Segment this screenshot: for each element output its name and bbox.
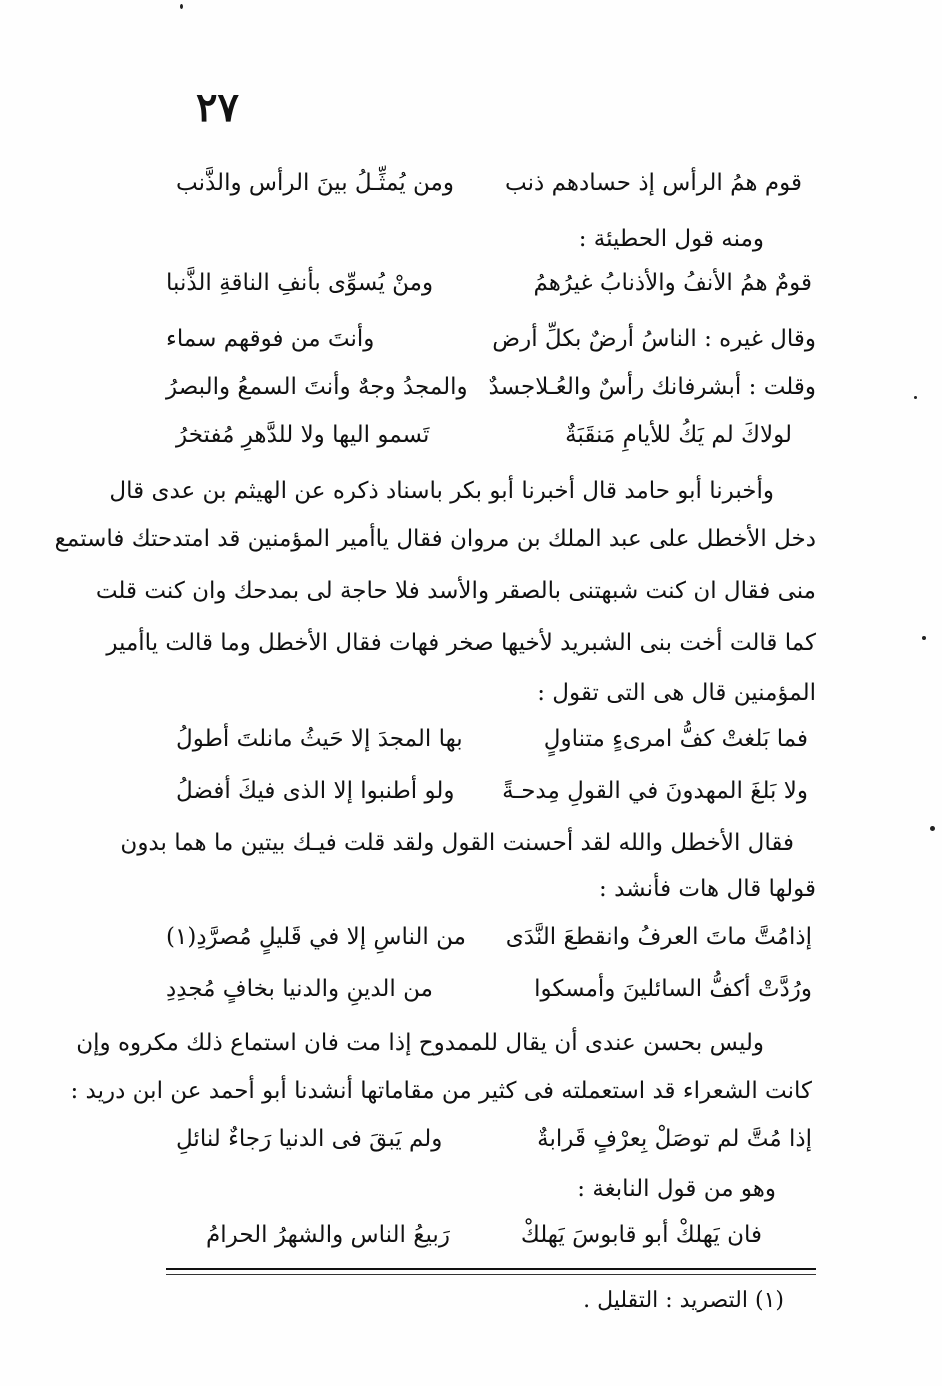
page-number: ٢٧ [196,84,239,131]
verse-first-hemistich: إذا مُتَّ لم توصَلْ بِعرْفٍ قَرابةٌ [537,1126,812,1152]
scan-speck [930,826,935,831]
prose-line: دخل الأخطل على عبد الملك بن مروان فقال ياأمير المؤمنين قد امتدحتك فاستمع [54,526,816,552]
verse-second-hemistich: بها المجدَ إلا حَيثُ مانلتَ أطولُ [176,726,463,752]
verse-line [176,422,792,448]
verse-line [166,270,812,296]
verse-line [166,374,816,400]
verse-first-hemistich: ورُدَّتْ أكفُّ السائلينَ وأمسكوا [534,976,812,1002]
verse-line [166,976,812,1002]
scan-speck [914,396,917,399]
verse-second-hemistich: ومنْ يُسوِّى بأنفِ الناقةِ الذَّنبا [166,270,434,296]
verse-second-hemistich: من الناسِ إلا في قَليلٍ مُصرَّدِ(١) [166,924,466,950]
scan-speck [922,636,926,640]
verse-first-hemistich: قوم همُ الرأس إذ حسادهم ذنب [505,170,802,196]
prose-line: فقال الأخطل والله لقد أحسنت القول ولقد قلت فيـك بيتين ما هما بدون [120,830,794,856]
verse-first-hemistich: لولاكَ لم يَكُ للأيامِ مَنقَبَةٌ [565,422,792,448]
verse-second-hemistich: ومن يُمثِّـلُ بينَ الرأس والذَّنب [176,170,454,196]
verse-line [176,170,802,196]
footnote-separator-thin [166,1274,816,1275]
footnote-separator [166,1268,816,1270]
verse-first-hemistich: فان يَهلكْ أبو قابوسَ يَهلكْ [520,1222,762,1248]
prose-line: كما قالت أخت بنى الشبريد لأخيها صخر فهات فقال الأخطل وما قالت ياأمير [106,630,816,656]
verse-second-hemistich: من الدينِ والدنيا بخافٍ مُجدِدِ [166,976,433,1002]
verse-second-hemistich: وأنتَ من فوقهم سماء [166,326,375,352]
verse-second-hemistich: رَبيعُ الناس والشهرُ الحرامُ [206,1222,450,1248]
verse-first-hemistich: فما بَلغتْ كفُّ امرىءٍ متناولٍ [543,726,808,752]
prose-line: منى فقال ان كنت شبهتنى بالصقر والأسد فلا حاجة لى بمدحك وان كنت قلت [95,578,816,604]
verse-first-hemistich: وقلت : أبشرفانك رأسٌ والعُـلاجسدٌ [488,374,816,400]
prose-line: المؤمنين قال هى التى تقول : [537,680,816,706]
verse-first-hemistich: قومٌ همُ الأنفُ والأذنابُ غيرُهمُ [533,270,812,296]
verse-line [166,326,816,352]
scan-speck [180,4,183,9]
verse-line [176,778,808,804]
verse-line [176,726,808,752]
verse-first-hemistich: وقال غيره : الناسُ أرضٌ بكلِّ أرض [492,326,816,352]
verse-line [176,1126,812,1152]
verse-line [166,924,812,950]
verse-second-hemistich: والمجدُ وجهٌ وأنتَ السمعُ والبصرُ [166,374,468,400]
verse-first-hemistich: إذامُتَّ ماتَ العرفُ وانقطعَ النَّدَى [505,924,812,950]
verse-second-hemistich: تَسمو اليها ولا للدَّهرِ مُفتخرُ [176,422,430,448]
prose-line: وأخبرنا أبو حامد قال أخبرنا أبو بكر باسناد ذكره عن الهيثم بن عدى قال [109,478,774,504]
footnote: (١) التصريد : التقليل . [583,1288,784,1313]
verse-first-hemistich: ولا بَلغَ المهدونَ في القولِ مِدحـةً [502,778,808,804]
prose-line: وليس بحسن عندى أن يقال للممدوح إذا مت فان استماع ذلك مكروه وإن [76,1030,764,1056]
prose-line: ومنه قول الحطيئة : [578,226,764,252]
prose-line: وهو من قول النابغة : [577,1176,776,1202]
verse-second-hemistich: ولو أطنبوا إلا الذى فيكَ أفضلُ [176,778,455,804]
prose-line: كانت الشعراء قد استعملته فى كثير من مقاماتها أنشدنا أبو أحمد عن ابن دريد : [70,1078,812,1104]
prose-line: قولها قال هات فأنشد : [599,876,816,902]
verse-line [206,1222,762,1248]
verse-second-hemistich: ولم يَبقَ فى الدنيا رَجاءٌ لنائلِ [176,1126,443,1152]
